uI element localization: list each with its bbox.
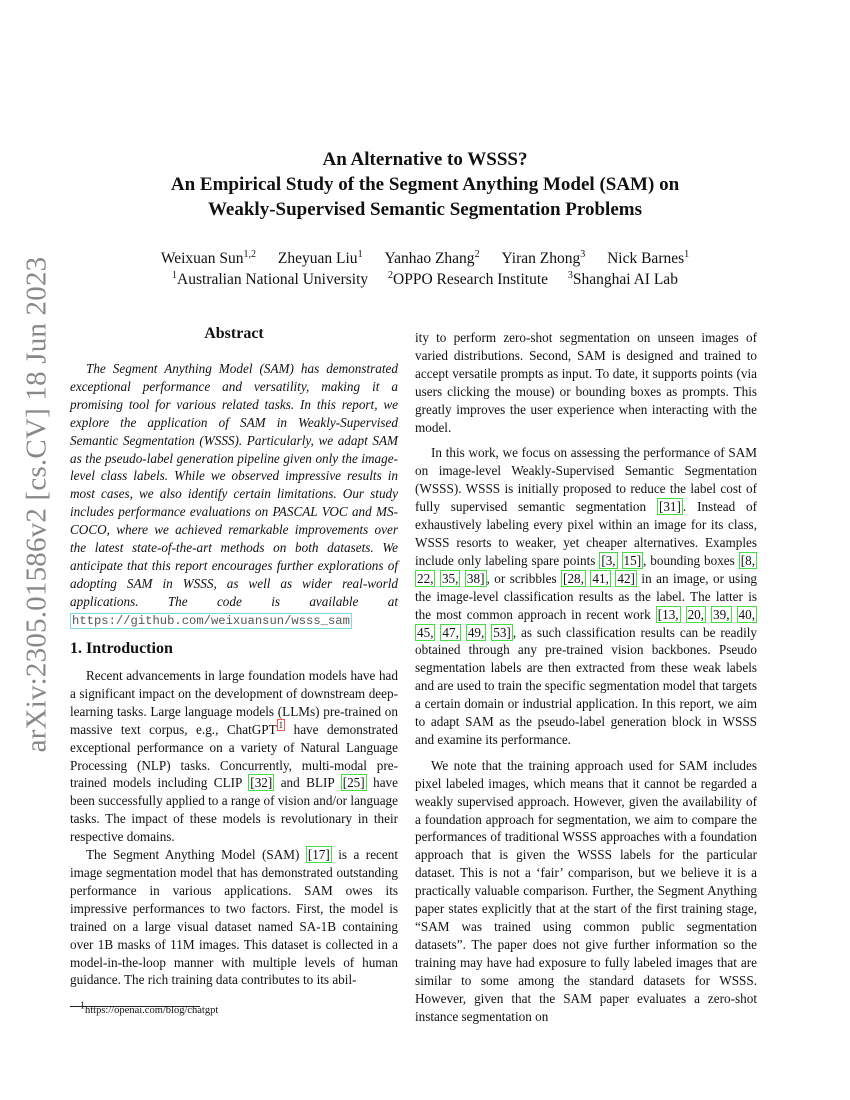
citation-link[interactable]: [13, [657, 606, 679, 622]
footnote-link[interactable]: 1 [278, 720, 284, 731]
affiliation: $^2$OPPO Research Institute [388, 269, 549, 288]
footnote [80, 1000, 219, 1016]
paper-title [0, 147, 850, 222]
title-line-2: An Empirical Study of the Segment Anything Model (SAM) on [170, 174, 680, 195]
affiliation: $^1$Australian National University [172, 269, 369, 288]
paragraph: We note that the training approach used for SAM includes pixel labeled images, which means that it cannot be regarded a weakly supervised approach. However, given the availability of a foundation approach for segmentation, we aim to compare the performances of traditional WSSS approaches with a foundation approach that is given the WSSS labels for the particular dataset. This is not a ‘fair’ comparison, but we believe it is a practically valuable comparison. Further, the Segment Anything paper states explicitly that at the start of the first training stage, “SAM was trained using common public segmentation datasets”. The paper does not give further information so the training may have had exposure to fully labeled images that are similar to some among the standard datasets for WSSS. However, given that the SAM paper evaluates a zero-shot instance segmentation on [415, 757, 757, 1024]
arxiv-sidebar-stamp [6, 256, 68, 752]
citation-link[interactable]: 40, [738, 606, 755, 622]
citation-link[interactable]: [17] [307, 847, 330, 863]
citation-link[interactable]: [28, [563, 570, 584, 586]
citation-link[interactable]: [25] [342, 775, 365, 791]
author: Yiran Zhong$^3$ [501, 248, 586, 267]
citation-link[interactable]: 38] [466, 570, 485, 586]
affiliation: $^3$Shanghai AI Lab [567, 269, 678, 288]
footnote-text: https://openai.com/blog/chatgpt [85, 1005, 219, 1016]
arxiv-id-text: arXiv:2305.01586v2 [cs.CV] 18 Jun 2023 [20, 256, 53, 752]
citation-link[interactable]: 49, [467, 624, 485, 640]
paragraph: In this work, we focus on assessing the performance of SAM on image-level Weakly-Supervised Semantic Segmentation (WSSS). WSSS is initially proposed to reduce the label cost of fully supervised semantic segmentation [31] . Instead of exhaustively labeling every pixel within an image for its class, WSSS resorts to weaker, yet cheaper alternatives. Examples include only labeling spare points [3, 15] , bounding boxes [8, 22, 35, 38] , or scribbles [28, 41, 42] in an image, or using the image-level classification results as the label. The latter is the most common approach in recent work [13, 20, 39, 40, 45, 47, 49, 53] , as such classification results can be readily obtained through any pre-trained vision backbones. Pseudo segmentation labels are then extracted from these weak labels and are used to train the specific segmentation model that targets a certain domain or industrial application. In this report, we aim to adapt SAM as the pseudo-label generation block in WSSS and examine its performance. [415, 445, 758, 747]
citation-link[interactable]: 15] [623, 552, 642, 568]
citation-link[interactable]: 41, [592, 570, 609, 586]
paragraph: Recent advancements in large foundation models have had a significant impact on the development of downstream deep-learning tasks. Large language models (LLMs) pre-trained on massive text corpus, e.g., ChatGPT $^1$ have demonstrated exceptional performance on a variety of Natural Language Processing (NLP) tasks. Concurrently, multi-modal pre-trained models including CLIP [32] and BLIP [25] have been successfully applied to a range of vision and/or language tasks. The impact of these models is revolutionary in their respective domains. [70, 668, 398, 845]
introduction-left-column [70, 667, 398, 989]
citation-link[interactable]: 47, [442, 624, 459, 640]
author: Yanhao Zhang$^2$ [384, 248, 480, 267]
citation-link[interactable]: 53] [493, 624, 511, 640]
section-heading-introduction: 1. Introduction [70, 640, 173, 657]
citation-link[interactable]: [8, [740, 552, 755, 568]
abstract-body [70, 360, 398, 639]
author: Zheyuan Liu$^1$ [277, 248, 363, 267]
author-list [0, 249, 850, 269]
footnote-marker: 1 [80, 1000, 85, 1012]
author: Nick Barnes$^1$ [607, 248, 690, 267]
paragraph: ity to perform zero-shot segmentation on unseen images of varied distributions. Second, SAM is designed and trained to accept versatile prompts as input. To date, it supports points (via users clicking the mouse) or bounding boxes as prompts. This greatly improves the user experience when interacting with the model. [415, 330, 757, 435]
paragraph: The Segment Anything Model (SAM) [17] is a recent image segmentation model that has demonstrated outstanding performance in various applications. SAM owes its impressive performances to two factors. First, the model is trained on a large visual dataset named SA-1B containing over 1B masks of 11M images. This dataset is collected in a model-in-the-loop manner with multiple levels of human guidance. The rich training data contributes to its abil- [70, 847, 399, 988]
affiliation-list [0, 270, 850, 290]
citation-link[interactable]: 20, [687, 606, 705, 622]
citation-link[interactable]: 42] [617, 570, 635, 586]
title-line-3: Weakly-Supervised Semantic Segmentation Problems [207, 199, 642, 220]
citation-link[interactable]: 35, [441, 570, 459, 586]
abstract-heading: Abstract [204, 325, 264, 342]
title-line-1: An Alternative to WSSS? [322, 149, 528, 170]
citation-link[interactable]: 39, [713, 606, 730, 622]
citation-link[interactable]: [32] [250, 775, 273, 791]
citation-link[interactable]: [31] [658, 499, 681, 515]
code-link[interactable]: https://github.com/weixuansun/wsss_sam [72, 613, 350, 628]
right-column [415, 329, 757, 1033]
abstract-text: The Segment Anything Model (SAM) has demonstrated exceptional performance and versatility, making it a promising tool for various related tasks. In this report, we explore the application of SAM in Weakly-Supervised Semantic Segmentation (WSSS). Particularly, we adapt SAM as the pseudo-label generation pipeline given only the image-level class labels. While we observed impressive results in most cases, we also identify certain limitations. Our study includes performance evaluations on PASCAL VOC and MS-COCO, where we achieved remarkable improvements over the latest state-of-the-art methods on both datasets. We anticipate that this report encourages further explorations of adopting SAM in WSSS, as well as wider real-world applications. The code is available at [70, 361, 398, 609]
citation-link[interactable]: 22, [417, 570, 434, 586]
citation-link[interactable]: 45, [417, 624, 434, 640]
author: Weixuan Sun$^{1,2}$ [160, 248, 257, 267]
citation-link[interactable]: [3, [601, 552, 616, 568]
